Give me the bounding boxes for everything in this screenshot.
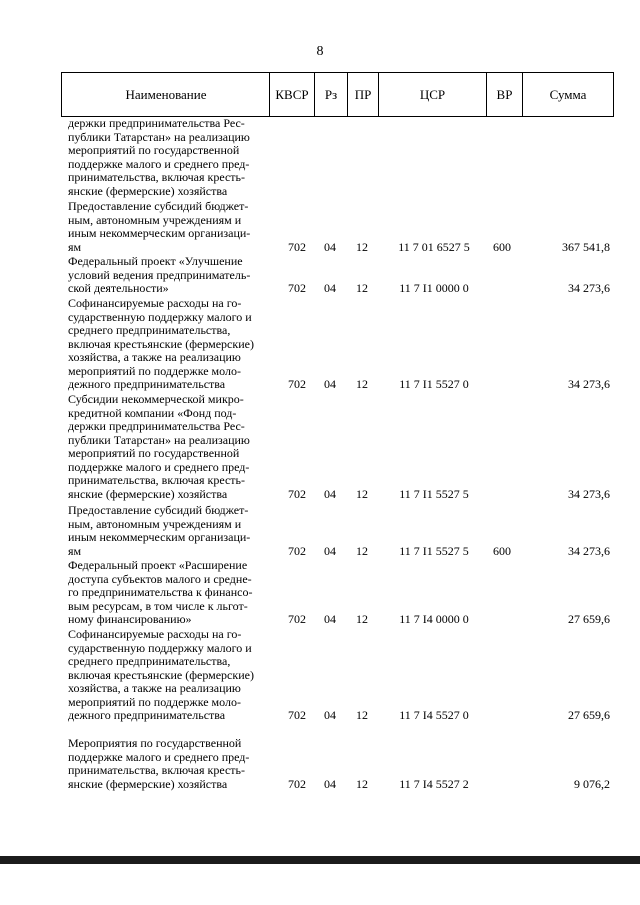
row-name-line: держки предпринимательства Рес- (68, 419, 245, 433)
row-name-line: Предоставление субсидий бюджет- (68, 503, 249, 517)
row-name-line: среднего предпринимательства, (68, 323, 231, 337)
row-name (68, 117, 268, 198)
row-name-line: Предоставление субсидий бюджет- (68, 199, 249, 213)
cell-kvsr: 702 (288, 281, 306, 295)
cell-pr: 12 (356, 543, 368, 558)
row-name-line: ным, автономным учреждениям и (68, 516, 242, 531)
column-header-vr: ВР (496, 86, 513, 102)
row-name (68, 628, 268, 723)
row-name-line: вым ресурсам, в том числе к льгот- (68, 598, 248, 613)
cell-csr: 11 7 I1 5527 5 (399, 486, 469, 501)
cell-rz: 04 (324, 612, 336, 626)
row-name-line: дежного предпринимательства (68, 708, 226, 722)
cell-kvsr: 702 (288, 708, 306, 722)
cell-sum: 34 273,6 (568, 377, 610, 391)
row-name-line: хозяйства, а также на реализацию (68, 681, 241, 695)
row-name-line: ному финансированию» (68, 612, 192, 626)
row-name-line: хозяйства, а также на реализацию (68, 350, 241, 364)
cell-vr: 600 (493, 543, 511, 558)
row-name-line: держки предпринимательства Рес- (68, 116, 245, 130)
row-name-line: принимательства, включая кресть- (68, 170, 246, 184)
row-name-line: ской деятельности» (68, 281, 169, 295)
row-name (68, 559, 268, 627)
row-name-line: среднего предпринимательства, (68, 654, 231, 668)
cell-sum: 367 541,8 (562, 239, 610, 254)
row-name-line: публики Татарстан» на реализацию (68, 432, 250, 447)
column-header-sum: Сумма (549, 86, 587, 102)
cell-kvsr: 702 (288, 239, 306, 254)
row-name-line: поддержке малого и среднего пред- (68, 156, 250, 171)
row-name (68, 200, 268, 254)
row-name-line: мероприятий по поддержке моло- (68, 363, 241, 378)
row-name (68, 393, 268, 501)
cell-pr: 12 (356, 612, 368, 626)
row-name-line: мероприятий по государственной (68, 143, 240, 157)
row-name-line: сударственную поддержку малого и (68, 309, 252, 324)
cell-csr: 11 7 I4 0000 0 (399, 612, 469, 626)
cell-rz: 04 (324, 776, 336, 791)
cell-kvsr: 702 (288, 776, 306, 791)
row-name-line: янские (фермерские) хозяйства (68, 486, 228, 501)
cell-kvsr: 702 (288, 543, 306, 558)
column-header-kvsr: КВСР (275, 86, 309, 102)
row-name-line: янские (фермерские) хозяйства (68, 776, 228, 791)
row-name-line: поддержке малого и среднего пред- (68, 459, 250, 474)
cell-csr: 11 7 01 6527 5 (398, 239, 470, 254)
scan-edge-bar (0, 856, 640, 864)
cell-sum: 27 659,6 (568, 612, 610, 626)
row-name-line: кредитной компании «Фонд под- (68, 405, 237, 420)
cell-csr: 11 7 I4 5527 2 (399, 776, 469, 791)
cell-csr: 11 7 I1 5527 0 (399, 377, 469, 391)
cell-pr: 12 (356, 708, 368, 722)
cell-sum: 9 076,2 (574, 776, 610, 791)
cell-pr: 12 (356, 239, 368, 254)
column-header-name: Наименование (125, 86, 207, 102)
row-name-line: Федеральный проект «Расширение (68, 558, 248, 572)
column-header-rz: Рз (324, 86, 338, 102)
row-name-line: принимательства, включая кресть- (68, 763, 246, 777)
row-name-line: Софинансируемые расходы на го- (68, 296, 242, 310)
cell-rz: 04 (324, 281, 336, 295)
row-name-line: го предпринимательства к финансо- (68, 585, 253, 599)
cell-sum: 27 659,6 (568, 708, 610, 722)
cell-sum: 34 273,6 (568, 543, 610, 558)
row-name-line: включая крестьянские (фермерские) (68, 667, 254, 682)
row-name-line: условий ведения предприниматель- (68, 267, 251, 282)
row-name-line: принимательства, включая кресть- (68, 473, 246, 487)
cell-rz: 04 (324, 708, 336, 722)
cell-sum: 34 273,6 (568, 486, 610, 501)
row-name-line: ям (68, 543, 82, 558)
cell-pr: 12 (356, 281, 368, 295)
row-name-line: мероприятий по поддержке моло- (68, 694, 241, 709)
cell-rz: 04 (324, 239, 336, 254)
row-name-line: ным, автономным учреждениям и (68, 212, 242, 227)
cell-vr: 600 (493, 239, 511, 254)
row-name-line: Федеральный проект «Улучшение (68, 254, 243, 268)
row-name-line: доступа субъектов малого и средне- (68, 571, 252, 586)
row-name-line: янские (фермерские) хозяйства (68, 183, 228, 198)
row-name-line: иным некоммерческим организаци- (68, 226, 251, 240)
cell-kvsr: 702 (288, 486, 306, 501)
column-header-pr: ПР (354, 86, 372, 102)
row-name (68, 737, 268, 791)
cell-kvsr: 702 (288, 377, 306, 391)
row-name (68, 504, 268, 558)
cell-csr: 11 7 I1 5527 5 (399, 543, 469, 558)
page-number: 8 (316, 44, 324, 59)
cell-pr: 12 (356, 377, 368, 391)
cell-rz: 04 (324, 486, 336, 501)
row-name-line: дежного предпринимательства (68, 377, 226, 391)
row-name-line: ям (68, 239, 82, 254)
row-name-line: мероприятий по государственной (68, 446, 240, 460)
cell-rz: 04 (324, 543, 336, 558)
row-name-line: Мероприятия по государственной (68, 736, 242, 750)
column-header-csr: ЦСР (419, 86, 446, 102)
table-header (61, 72, 614, 117)
cell-rz: 04 (324, 377, 336, 391)
row-name-line: сударственную поддержку малого и (68, 640, 252, 655)
row-name-line: публики Татарстан» на реализацию (68, 129, 250, 144)
row-name-line: иным некоммерческим организаци- (68, 530, 251, 544)
cell-kvsr: 702 (288, 612, 306, 626)
cell-csr: 11 7 I4 5527 0 (399, 708, 469, 722)
cell-sum: 34 273,6 (568, 281, 610, 295)
row-name-line: поддержке малого и среднего пред- (68, 749, 250, 764)
cell-pr: 12 (356, 776, 368, 791)
cell-csr: 11 7 I1 0000 0 (399, 281, 469, 295)
row-name (68, 297, 268, 392)
row-name-line: Субсидии некоммерческой микро- (68, 392, 244, 406)
row-name-line: Софинансируемые расходы на го- (68, 627, 242, 641)
cell-pr: 12 (356, 486, 368, 501)
row-name (68, 255, 268, 296)
row-name-line: включая крестьянские (фермерские) (68, 336, 254, 351)
